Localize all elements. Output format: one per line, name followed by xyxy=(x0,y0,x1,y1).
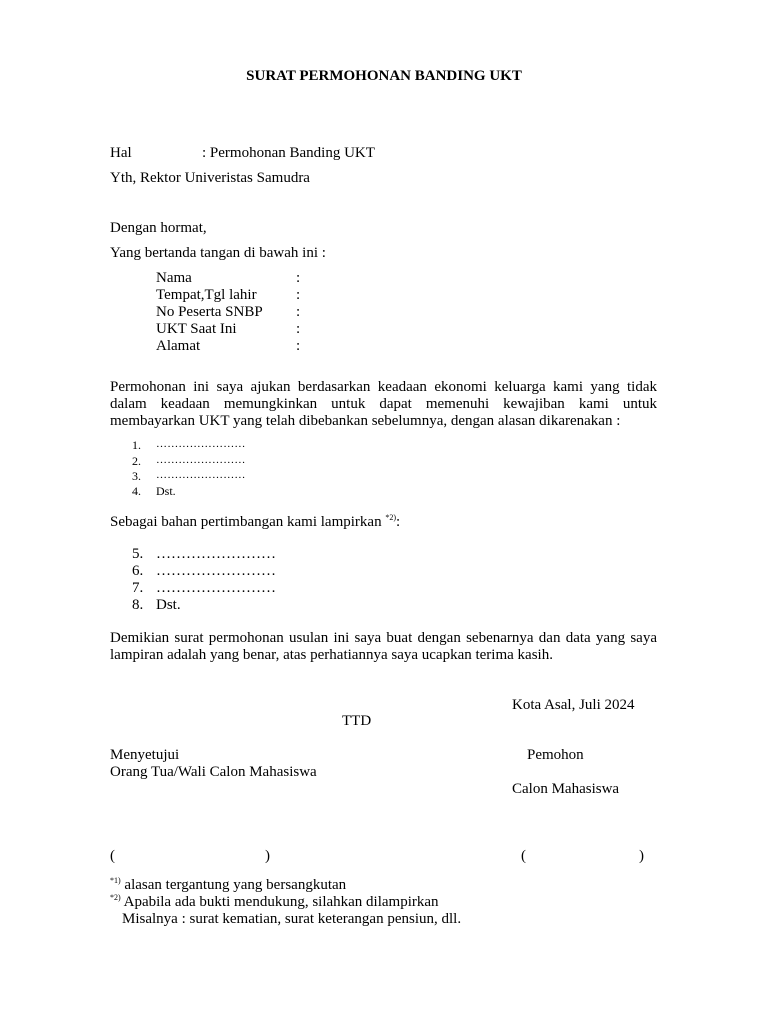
field-colon: : xyxy=(296,338,301,354)
applicant-title: Pemohon xyxy=(527,747,584,763)
signature-right-open: ( xyxy=(521,848,526,864)
field-label-ukt: UKT Saat Ini xyxy=(156,321,237,337)
signature-right-close: ) xyxy=(639,848,644,864)
closing-line-2: lampiran adalah yang benar, atas perhatiannya saya ucapkan terima kasih. xyxy=(110,647,553,663)
footnote-2 xyxy=(110,894,439,911)
list-item-text: …………………… xyxy=(156,469,246,481)
list-item-number: 4. xyxy=(132,484,141,498)
recipient-line: Yth, Rektor Univeristas Samudra xyxy=(110,170,310,186)
field-colon: : xyxy=(296,270,301,286)
list-item-text: Dst. xyxy=(156,484,176,498)
subject-label: Hal xyxy=(110,145,132,161)
field-colon: : xyxy=(296,321,301,337)
request-line-3: membayarkan UKT yang telah dibebankan sebelumnya, dengan alasan dikarenakan : xyxy=(110,413,621,429)
signature-left-close: ) xyxy=(265,848,270,864)
footnote-1 xyxy=(110,877,346,894)
field-colon: : xyxy=(296,304,301,320)
footnote-3: Misalnya : surat kematian, surat keterangan pensiun, dll. xyxy=(122,911,462,927)
attachments-intro-text: Sebagai bahan pertimbangan kami lampirkan xyxy=(110,514,382,530)
field-label-no-peserta: No Peserta SNBP xyxy=(156,304,263,320)
approver-title: Menyetujui xyxy=(110,747,180,763)
list-item-number: 3. xyxy=(132,469,141,483)
list-item-text: …………………… xyxy=(156,546,276,562)
list-item-number: 8. xyxy=(132,597,144,613)
field-label-nama: Nama xyxy=(156,270,192,286)
place-date: Kota Asal, Juli 2024 xyxy=(512,697,635,713)
attachments-colon: : xyxy=(396,514,401,530)
list-item-text: Dst. xyxy=(156,597,181,613)
subject-value: : Permohonan Banding UKT xyxy=(202,145,375,161)
list-item-text: …………………… xyxy=(156,438,246,450)
applicant-role: Calon Mahasiswa xyxy=(512,781,620,797)
field-label-alamat: Alamat xyxy=(156,338,201,354)
attachments-intro xyxy=(110,514,400,531)
closing-line-1: Demikian surat permohonan usulan ini saya buat dengan sebenarnya dan data yang saya xyxy=(110,630,657,646)
list-item-number: 1. xyxy=(132,438,141,452)
document-title: SURAT PERMOHONAN BANDING UKT xyxy=(246,68,522,84)
footnote-mark: *1) xyxy=(110,876,121,885)
footnote-mark: *2) xyxy=(110,893,121,902)
list-item-number: 2. xyxy=(132,454,141,468)
list-item-number: 7. xyxy=(132,580,144,596)
request-line-2: dalam keadaan memungkinkan untuk dapat memenuhi kewajiban kami untuk xyxy=(110,396,657,412)
footnote-text: Apabila ada bukti mendukung, silahkan dilampirkan xyxy=(123,894,439,910)
intro-line: Yang bertanda tangan di bawah ini : xyxy=(110,245,326,261)
ttd-label: TTD xyxy=(342,713,372,729)
request-line-1: Permohonan ini saya ajukan berdasarkan keadaan ekonomi keluarga kami yang tidak xyxy=(110,379,657,395)
list-item-text: …………………… xyxy=(156,580,276,596)
list-item-text: …………………… xyxy=(156,563,276,579)
footnote-text: alasan tergantung yang bersangkutan xyxy=(124,877,347,893)
field-colon: : xyxy=(296,287,301,303)
approver-role: Orang Tua/Wali Calon Mahasiswa xyxy=(110,764,317,780)
field-label-tempat-tgl-lahir: Tempat,Tgl lahir xyxy=(156,287,257,303)
list-item-text: …………………… xyxy=(156,454,246,466)
footnote-mark: *2) xyxy=(385,513,396,522)
signature-left-open: ( xyxy=(110,848,115,864)
list-item-number: 6. xyxy=(132,563,144,579)
greeting: Dengan hormat, xyxy=(110,220,207,236)
list-item-number: 5. xyxy=(132,546,144,562)
